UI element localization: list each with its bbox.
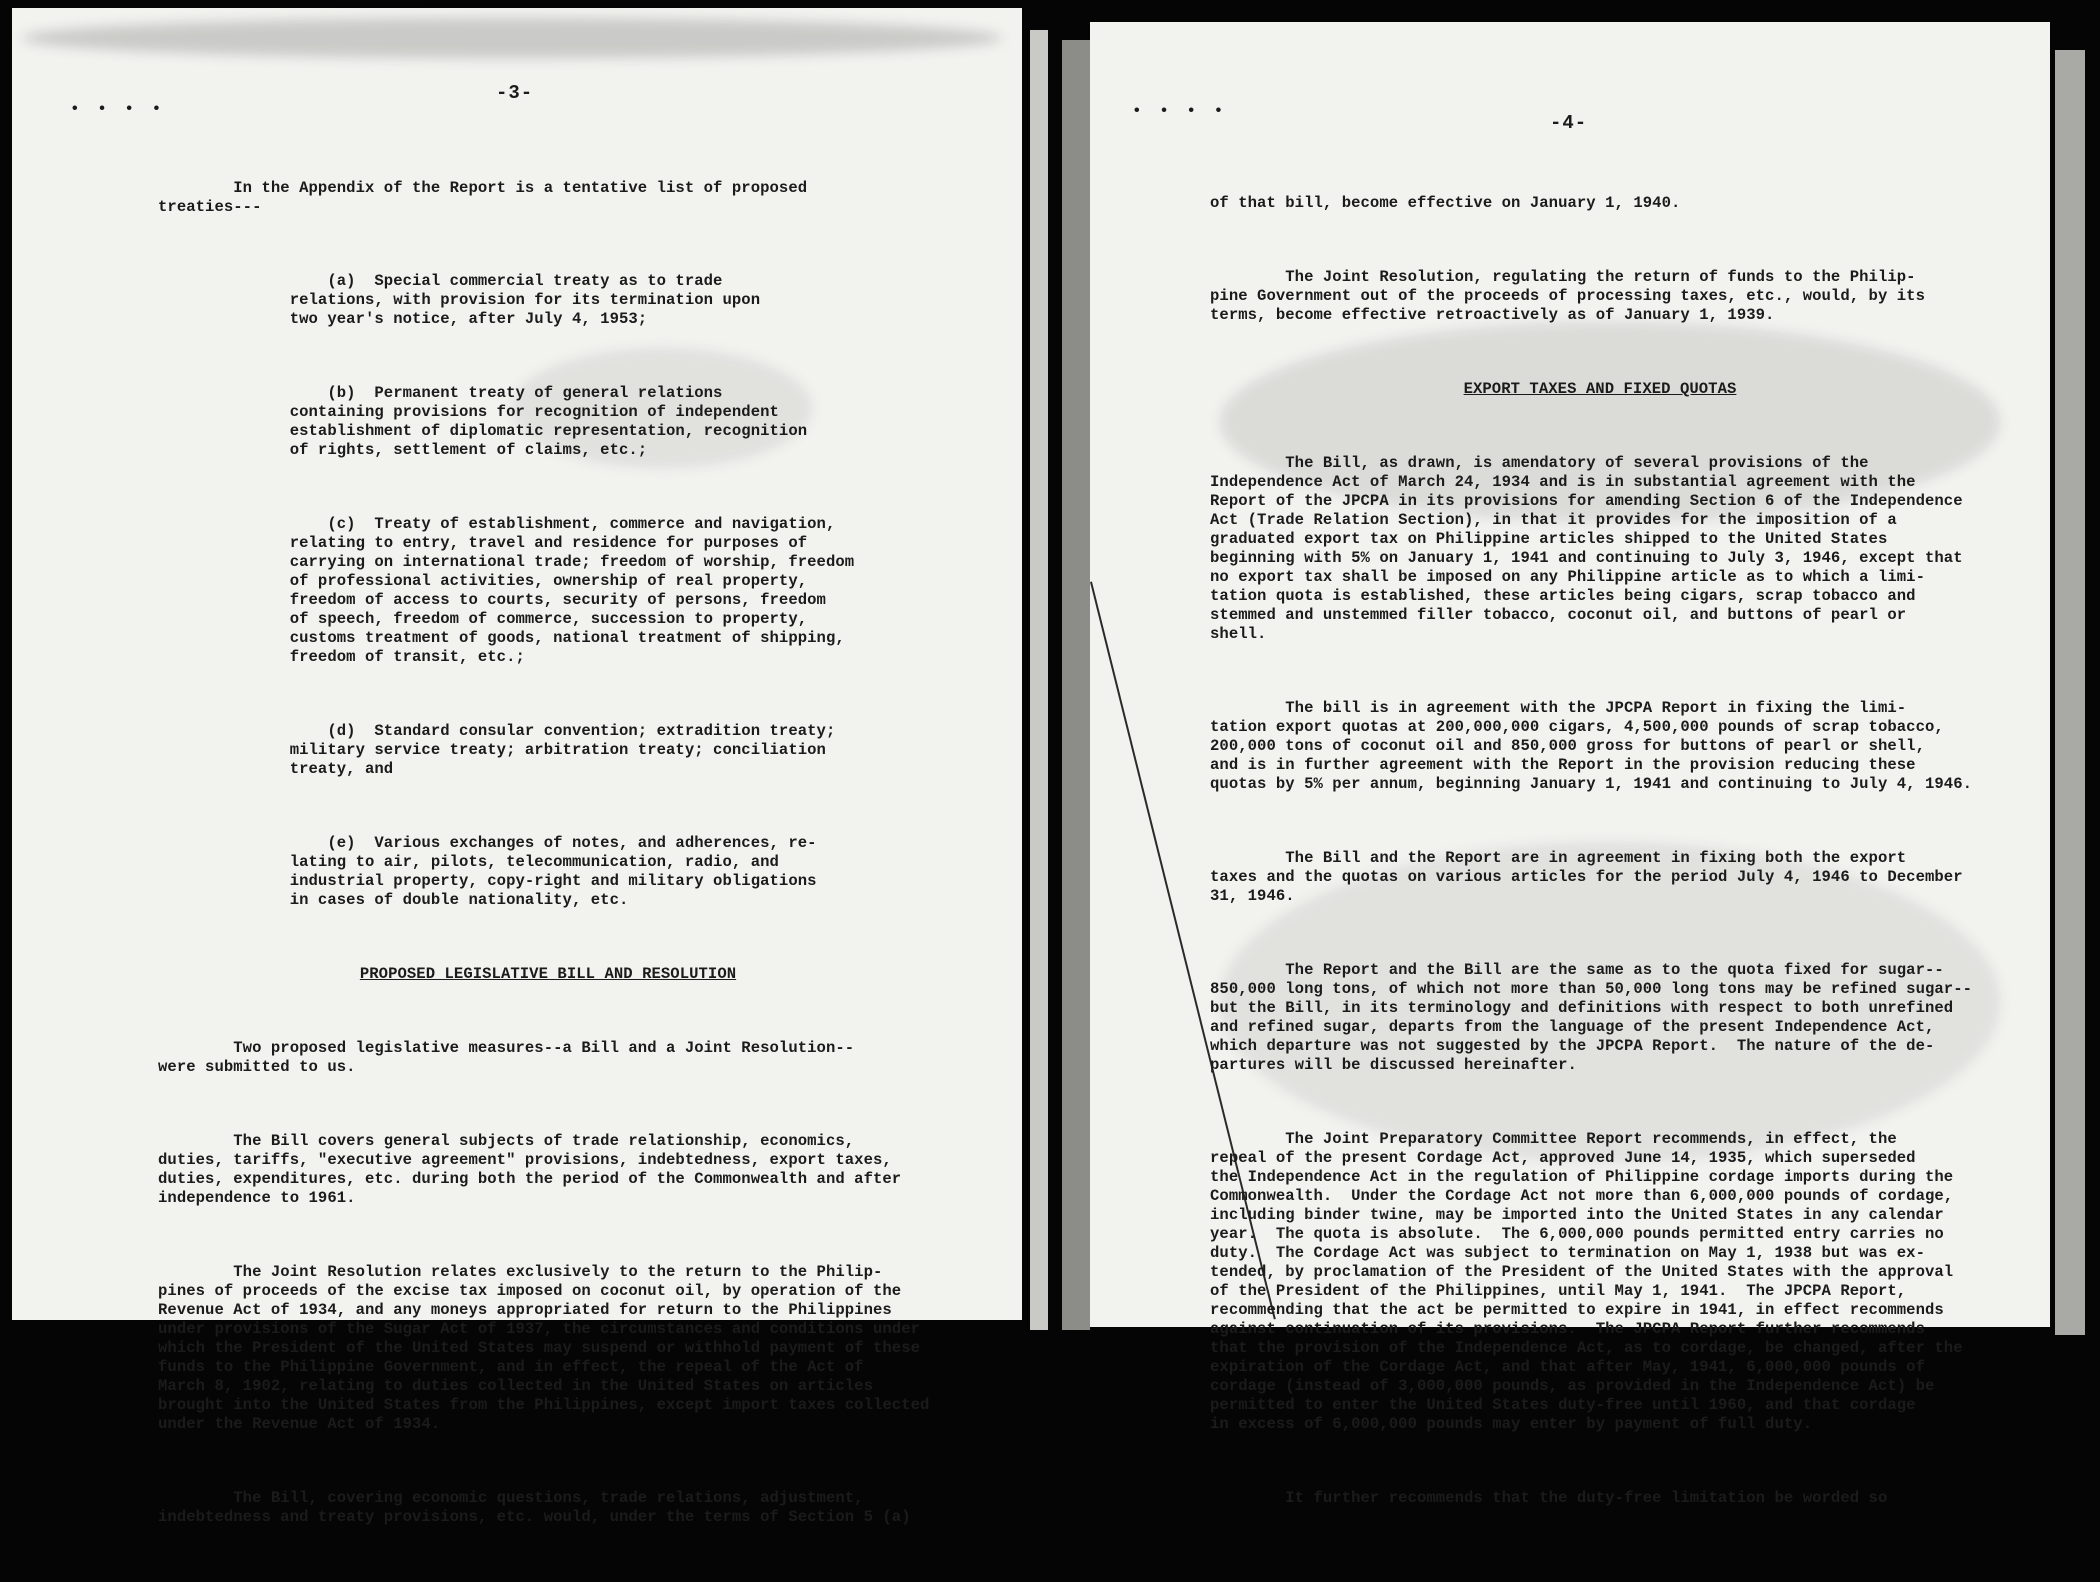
right-page-edge-left [1062, 40, 1090, 1330]
edge-marks: • • • • [1132, 102, 1228, 120]
treaty-item-e: (e) Various exchanges of notes, and adherences, re- lating to air, pilots, telecommunication, radio, and industrial property, copy-right and military obligations in cases of double nationality, etc. [289, 834, 817, 909]
page-number: -4- [1550, 112, 1588, 134]
page-body [1210, 156, 1990, 1563]
right-page-edge [2055, 50, 2085, 1335]
paragraph: The Joint Preparatory Committee Report recommends, in effect, the repeal of the present Cordage Act, approved June 14, 1935, which superseded the Independence Act in the regulation of Philippine cordage imports during the Commonwealth. Under the Cordage Act not more than 6,000,000 pounds of cordage, including binder twine, may be imported into the United States in any calendar year. The quota is absolute. The 6,000,000 pounds permitted entry carries no duty. The Cordage Act was subject to termination on May 1, 1938 but was ex- tended, by proclamation of the President of the United States with the approval of the President of the Philippines, until May 1, 1941. The JPCPA Report, recommending that the act be permitted to expire in 1941, in effect recommends against continuation of its provisions. The JPCPA Report further recommends that the provision of the Independence Act, as to cordage, be changed, after the expiration of the Cordage Act, and that after May, 1941, 6,000,000 pounds of cordage (instead of 3,000,000 pounds, as provided in the Independence Act) be permitted to enter the United States duty-free until 1960, and that cordage in excess of 6,000,000 pounds may enter by payment of full duty. [1210, 1130, 1963, 1433]
paragraph: The Joint Resolution, regulating the return of funds to the Philip- pine Government out of the proceeds of processing taxes, etc., would, by its terms, become effective retroactively as of January 1, 1939. [1210, 268, 1925, 324]
treaty-item-b: (b) Permanent treaty of general relations containing provisions for recognition of independent establishment of diplomatic representation, recognition of rights, settlement of claims, etc.; [289, 384, 808, 459]
paragraph: The Report and the Bill are the same as to the quota fixed for sugar-- 850,000 long tons, of which not more than 50,000 long tons may be refined sugar-- but the Bill, in its terminology and definitions with respect to both unrefined and refined sugar, departs from the language of the present Independence Act, which departure was not suggested by the JPCPA Report. The nature of the de- partures will be discussed hereinafter. [1210, 961, 1973, 1074]
page-body [158, 141, 938, 1582]
section-heading: PROPOSED LEGISLATIVE BILL AND RESOLUTION [359, 965, 737, 983]
page-number: -3- [496, 82, 534, 104]
paragraph: Two proposed legislative measures--a Bill and a Joint Resolution-- were submitted to us. [158, 1039, 855, 1076]
paragraph: It further recommends that the duty-free limitation be worded so [1210, 1489, 1888, 1507]
paragraph: The Joint Resolution relates exclusively to the return to the Philip- pines of proceeds of the excise tax imposed on coconut oil, by operation of the Revenue Act of 1934, and any moneys appropriated for return to the Philippines under provisions of the Sugar Act of 1937, the circumstances and conditions under which the President of the United States may suspend or withhold payment of these funds to the Philippine Government, and in effect, the repeal of the Act of March 8, 1902, relating to duties collected in the United States on articles brought into the United States from the Philippines, except import taxes collected under the Revenue Act of 1934. [158, 1263, 930, 1433]
paragraph: of that bill, become effective on January 1, 1940. [1210, 194, 1681, 212]
section-heading: EXPORT TAXES AND FIXED QUOTAS [1463, 380, 1737, 398]
treaty-item-d: (d) Standard consular convention; extradition treaty; military service treaty; arbitration treaty; conciliation treaty, and [289, 722, 836, 778]
left-page-edge [1030, 30, 1048, 1330]
treaty-item-c: (c) Treaty of establishment, commerce and navigation, relating to entry, travel and residence for purposes of carrying on international trade; freedom of worship, freedom of professional activities, ownership of real property, freedom of access to courts, security of persons, freedom of speech, freedom of commerce, succession to property, customs treatment of goods, national treatment of shipping, freedom of transit, etc.; [289, 515, 855, 666]
paragraph: The bill is in agreement with the JPCPA Report in fixing the limi- tation export quotas at 200,000,000 cigars, 4,500,000 pounds of scrap tobacco, 200,000 tons of coconut oil and 850,000 gross for buttons of pearl or shell, and is in further agreement with the Report in the provision reducing these quotas by 5% per annum, beginning January 1, 1941 and continuing to July 4, 1946. [1210, 699, 1973, 793]
paragraph: The Bill, as drawn, is amendatory of several provisions of the Independence Act of March 24, 1934 and is in substantial agreement with the Report of the JPCPA in its provisions for amending Section 6 of the Independence Act (Trade Relation Section), in that it provides for the imposition of a graduated export tax on Philippine articles shipped to the United States beginning with 5% on January 1, 1941 and continuing to July 3, 1946, except that no export tax shall be imposed on any Philippine article as to which a limi- tation quota is established, these articles being cigars, scrap tobacco and stemmed and unstemmed filler tobacco, coconut oil, and buttons of pearl or shell. [1210, 454, 1963, 643]
document-page-right [1090, 22, 2050, 1507]
paragraph: The Bill and the Report are in agreement in fixing both the export taxes and the quotas on various articles for the period July 4, 1946 to December 31, 1946. [1210, 849, 1963, 905]
paragraph: The Bill covers general subjects of trade relationship, economics, duties, tariffs, "executive agreement" provisions, indebtedness, export taxes, duties, expenditures, etc. during both the period of the Commonwealth and after independence to 1961. [158, 1132, 902, 1207]
edge-marks: • • • • [70, 100, 166, 118]
treaty-item-a: (a) Special commercial treaty as to trade relations, with provision for its termination upon two year's notice, after July 4, 1953; [289, 272, 761, 328]
paragraph: In the Appendix of the Report is a tentative list of proposed treaties--- [158, 179, 808, 216]
paragraph: The Bill, covering economic questions, trade relations, adjustment, indebtedness and treaty provisions, etc. would, under the terms of Section 5 (a) [158, 1489, 911, 1526]
document-page-left [12, 8, 1022, 1526]
